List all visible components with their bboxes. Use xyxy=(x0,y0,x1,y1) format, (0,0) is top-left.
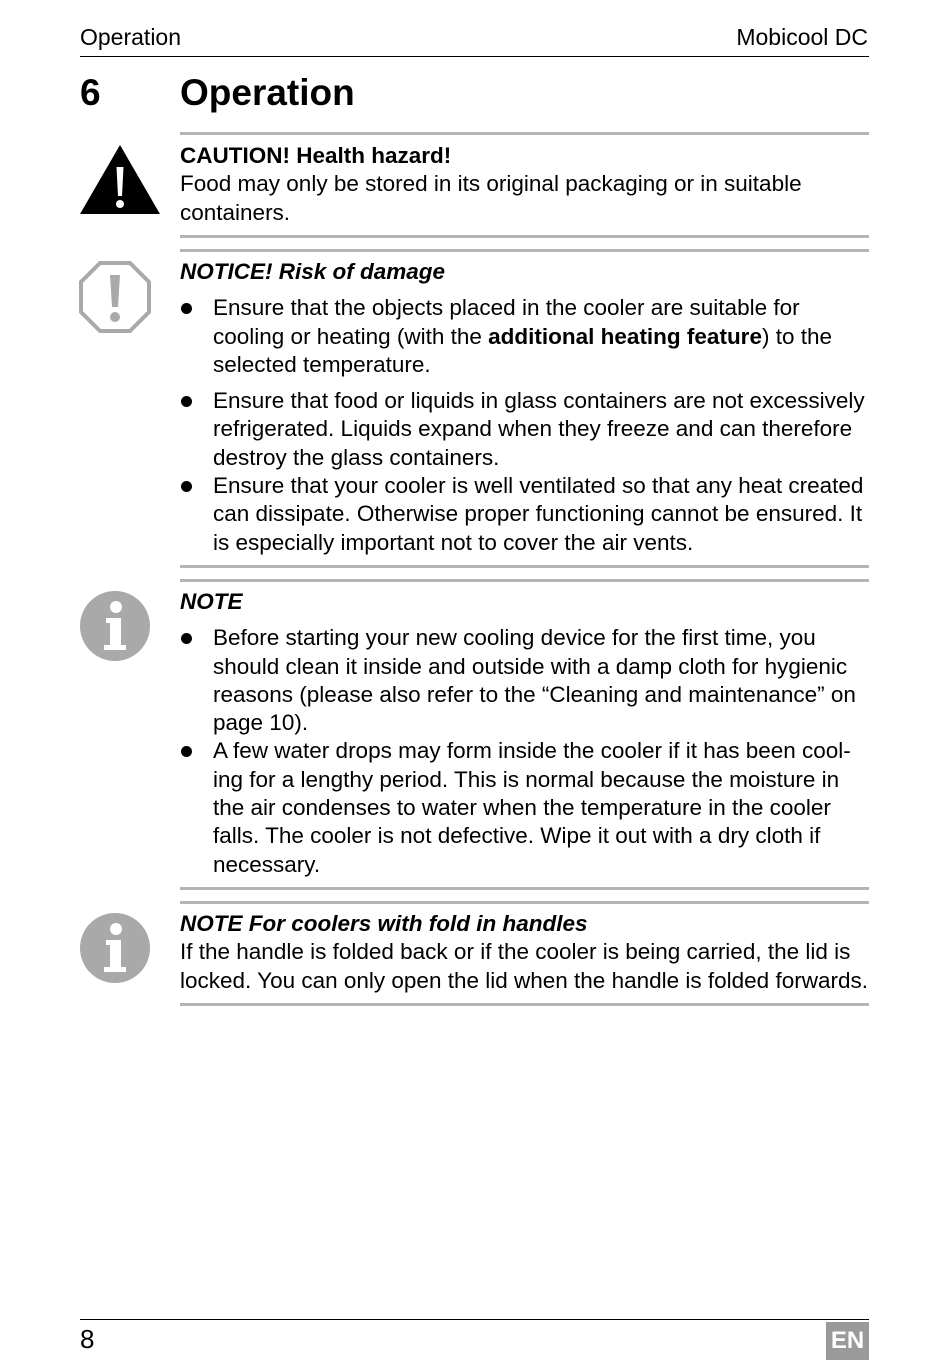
notice-item-1-pre: Ensure that the objects placed in the cooler are suitable for cooling or heating (with the xyxy=(213,295,800,349)
list-item: Before starting your new cooling device for the first time, you should clean it inside and outside with a damp cloth for hygienic reasons (please also refer to the “Cleaning and maintenance” on page 10). xyxy=(180,624,869,737)
header-divider xyxy=(80,56,869,57)
page-number: 8 xyxy=(80,1324,95,1354)
list-item: A few water drops may form inside the cooler if it has been cool-ing for a lengthy period. This is normal because the moisture in the air condenses to water when the temperature in the cooler falls. The cooler is not defective. Wipe it out with a dry cloth if necessary. xyxy=(180,737,869,878)
notice-item-1-post: ) to the selected temperature. xyxy=(213,323,832,377)
notice-box xyxy=(180,249,869,568)
caution-box xyxy=(180,132,869,238)
notice-item-1-bold: additional heating feature xyxy=(488,323,762,349)
note-handles-box xyxy=(180,901,869,1006)
note-title: NOTE xyxy=(180,589,243,614)
note-handles-title: NOTE For coolers with fold in handles xyxy=(180,911,588,936)
list-item: Ensure that your cooler is well ventilated so that any heat created can dissipate. Otherwise proper functioning cannot be ensured. It is especially important not to cover the air vents. xyxy=(180,472,869,557)
info-icon xyxy=(79,590,151,662)
info-icon xyxy=(79,912,151,984)
footer-divider xyxy=(80,1319,869,1320)
notice-title: NOTICE! Risk of damage xyxy=(180,259,446,284)
note-handles-text: If the handle is folded back or if the cooler is being carried, the lid is locked. You can only open the lid when the handle is folded forwards. xyxy=(180,939,868,993)
warning-triangle-icon xyxy=(79,143,161,215)
running-header-chapter: Operation xyxy=(80,24,182,50)
caution-text: Food may only be stored in its original packaging or in suitable containers. xyxy=(180,171,802,225)
note-box xyxy=(180,579,869,890)
caution-title: CAUTION! Health hazard! xyxy=(180,143,452,168)
section-title: Operation xyxy=(180,72,355,113)
octagon-exclamation-icon xyxy=(79,261,151,333)
section-number: 6 xyxy=(80,72,101,113)
running-header-product: Mobicool DC xyxy=(736,24,868,50)
list-item: Ensure that food or liquids in glass containers are not excessively refrigerated. Liquids expand when they freeze and can therefore destroy the glass containers. xyxy=(180,387,869,472)
rule-bottom xyxy=(180,887,869,890)
rule-bottom xyxy=(180,565,869,568)
rule-bottom xyxy=(180,235,869,238)
list-item xyxy=(180,294,869,379)
rule-bottom xyxy=(180,1003,869,1006)
language-badge: EN xyxy=(826,1322,869,1360)
